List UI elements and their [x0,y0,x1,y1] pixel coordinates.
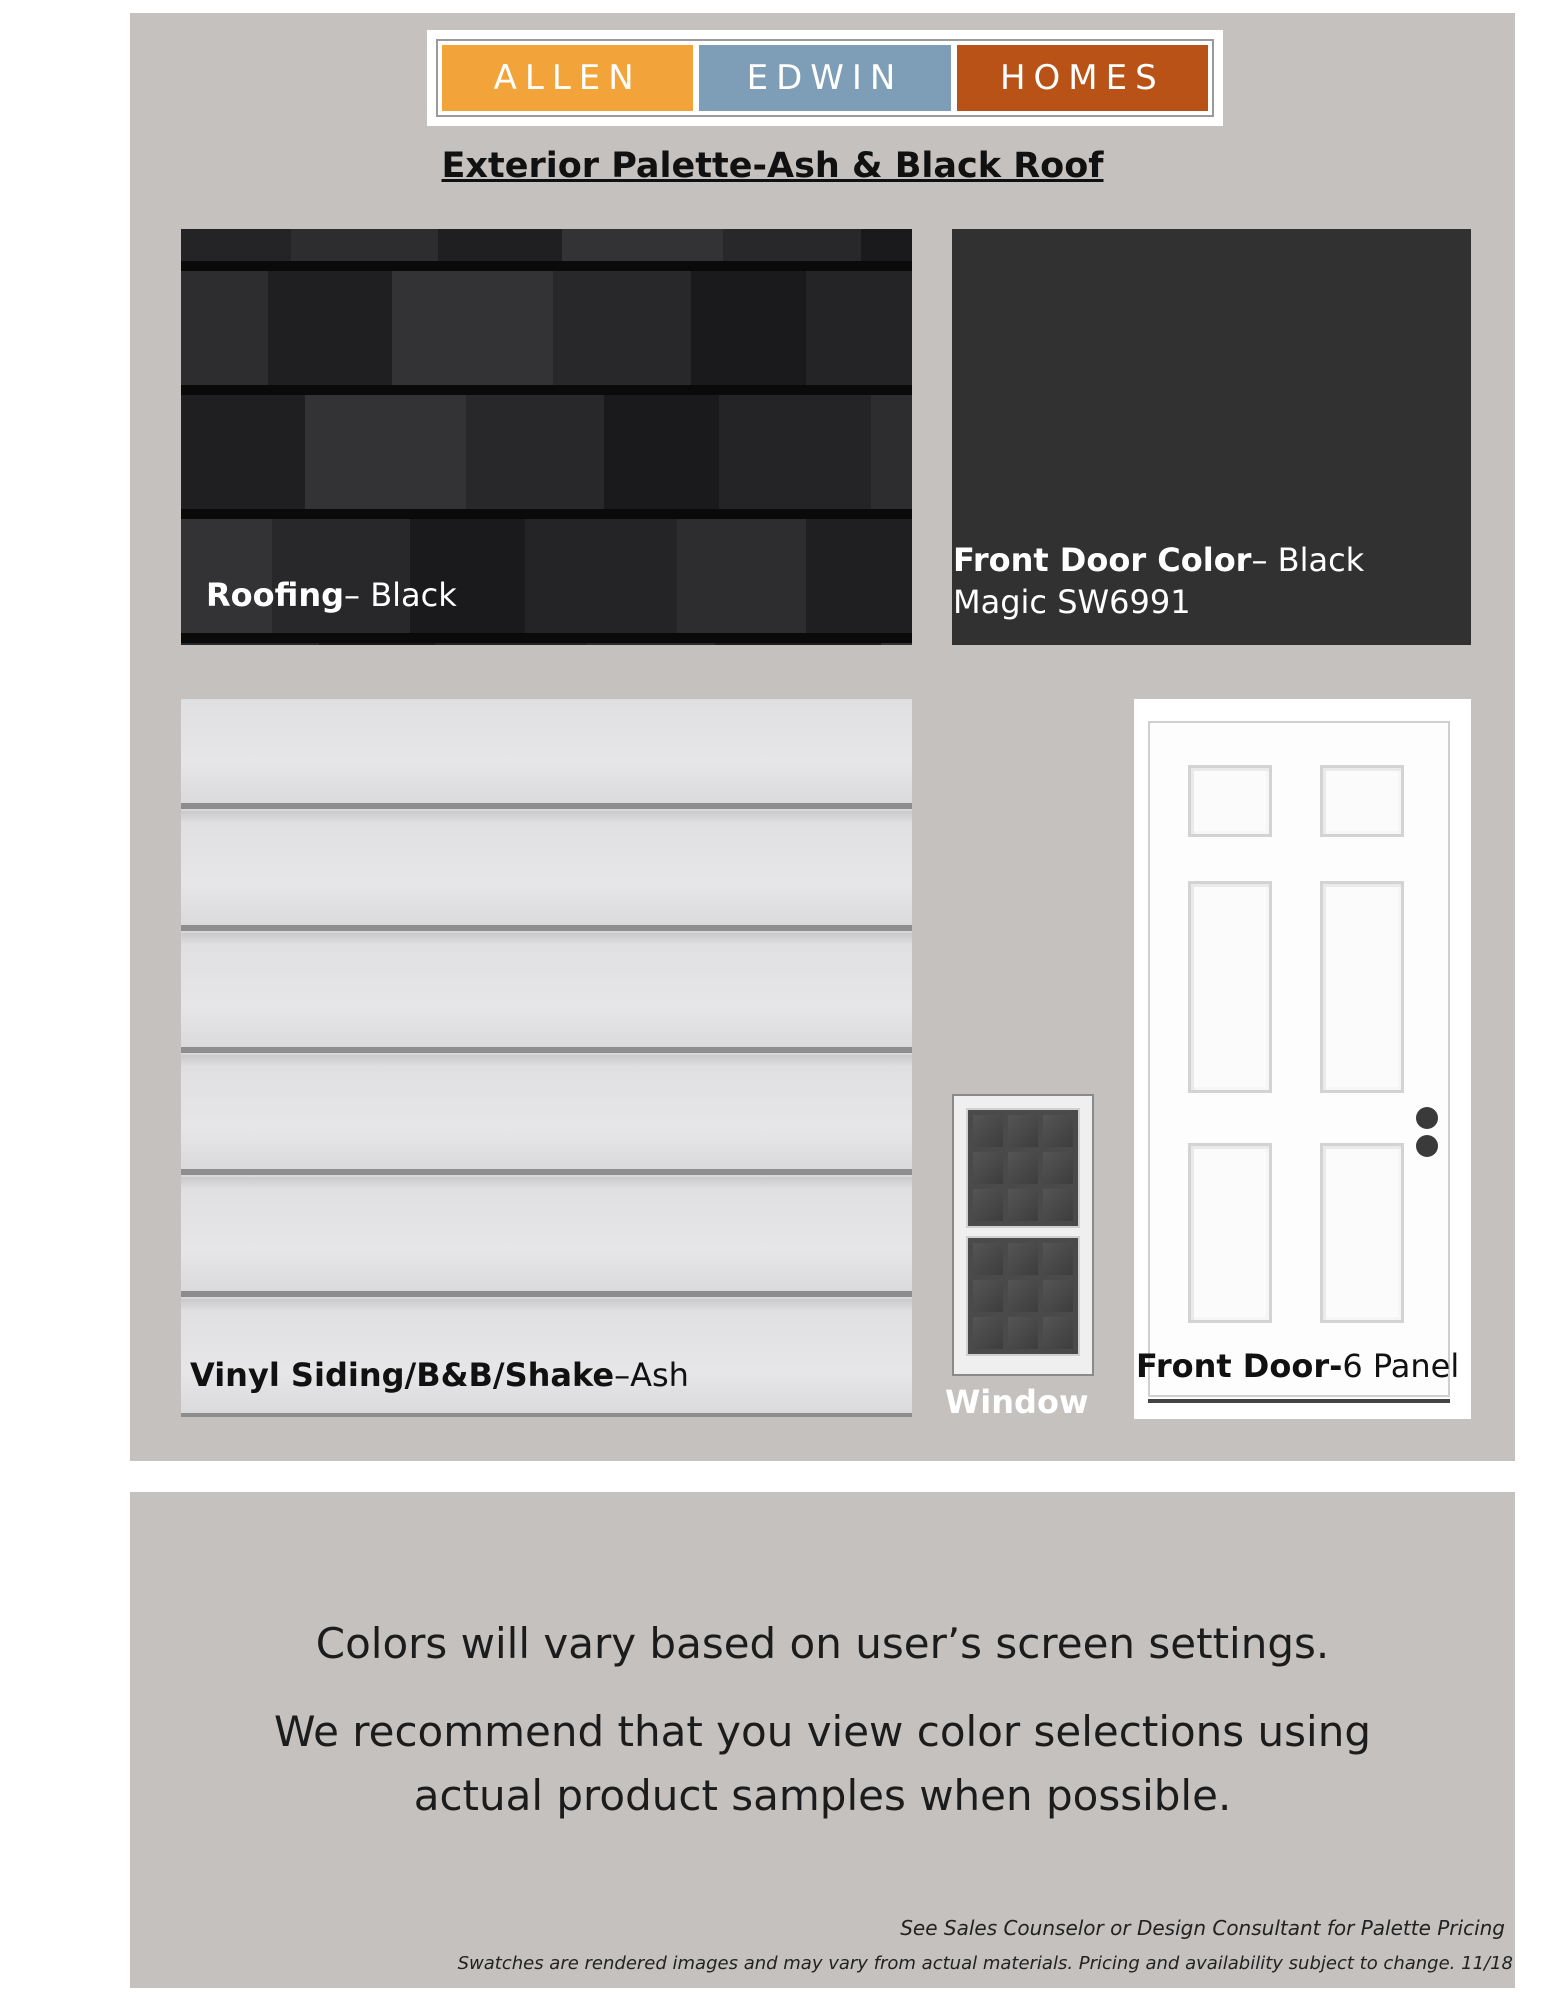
shingle-tab [806,271,912,395]
siding-board-edge [181,1291,912,1297]
siding-label [190,1354,689,1396]
siding-label-value: –Ash [614,1356,689,1394]
roofing-label-name: Roofing [206,576,345,614]
shingle-tab [677,519,806,643]
front-door-label-name: Front Door- [1136,1347,1343,1385]
window-image [952,1094,1094,1376]
shingle-row [181,271,912,395]
door-panel [1320,765,1404,837]
door-panel [1320,1143,1404,1323]
shingle-tab [553,271,691,395]
logo-word-edwin: EDWIN [699,45,950,111]
shingle-tab [604,395,719,519]
shingle-tab [719,395,871,519]
front-door-label-value: 6 Panel [1342,1347,1460,1385]
front-door-color-label-value: – Black [1251,541,1365,579]
shingle-tab [691,271,806,395]
logo-word-homes: HOMES [957,45,1208,111]
siding-board-edge [181,1047,912,1053]
window-label: Window [945,1383,1089,1421]
siding-swatch [181,699,912,1417]
shingle-tab [181,395,305,519]
door-slab [1148,721,1450,1397]
shingle-tab [871,395,912,519]
front-door-label [1136,1345,1459,1387]
siding-board [181,699,912,811]
logo-word-allen: ALLEN [442,45,693,111]
shingle-tab [466,395,604,519]
door-panel [1188,765,1272,837]
disclaimer: Swatches are rendered images and may vary from actual materials. Pricing and availability subject to change. 11/18 [457,1953,1513,1974]
door-panel [1188,1143,1272,1323]
shingle-tab [305,395,466,519]
shingle-row [181,229,912,271]
shingle-tab [881,643,912,645]
shingle-row [181,395,912,519]
page-title: Exterior Palette-Ash & Black Roof [441,146,1104,186]
roofing-label [206,574,457,616]
shingle-tab [434,643,586,645]
shingle-tab [806,519,912,643]
shingle-tab [268,271,392,395]
front-door-color-label-value-line2: Magic SW6991 [953,583,1191,621]
door-panel [1320,881,1404,1093]
door-threshold [1148,1399,1450,1403]
siding-board-edge [181,1169,912,1175]
siding-board-edge [181,1413,912,1417]
allen-edwin-homes-logo [427,30,1223,126]
siding-label-name: Vinyl Siding/B&B/Shake [190,1356,615,1394]
door-knob-icon [1416,1107,1438,1129]
pricing-note: See Sales Counselor or Design Consultant for Palette Pricing [900,1916,1505,1940]
roofing-label-value: – Black [344,576,457,614]
notice-line-2: We recommend that you view color selections using [274,1707,1371,1756]
door-deadbolt-icon [1416,1135,1438,1157]
shingle-tab [392,271,553,395]
siding-board [181,933,912,1055]
front-door-color-label [953,539,1364,623]
door-panel [1188,881,1272,1093]
front-door-image [1134,699,1471,1419]
siding-board [181,1055,912,1177]
siding-board-edge [181,925,912,931]
shingle-tab [319,643,434,645]
siding-board [181,1177,912,1299]
window-upper-sash [966,1108,1080,1228]
siding-board-edge [181,803,912,809]
shingle-tab [525,519,677,643]
shingle-row [181,643,912,645]
siding-board [181,811,912,933]
notice-line-1: Colors will vary based on user’s screen settings. [315,1619,1330,1668]
shingle-tab [181,643,319,645]
shingle-tab [715,643,881,645]
shingle-tab [586,643,715,645]
notice-line-3: actual product samples when possible. [413,1771,1232,1820]
front-door-color-label-name: Front Door Color [953,541,1252,579]
shingle-tab [181,271,268,395]
window-lower-sash [966,1236,1080,1356]
